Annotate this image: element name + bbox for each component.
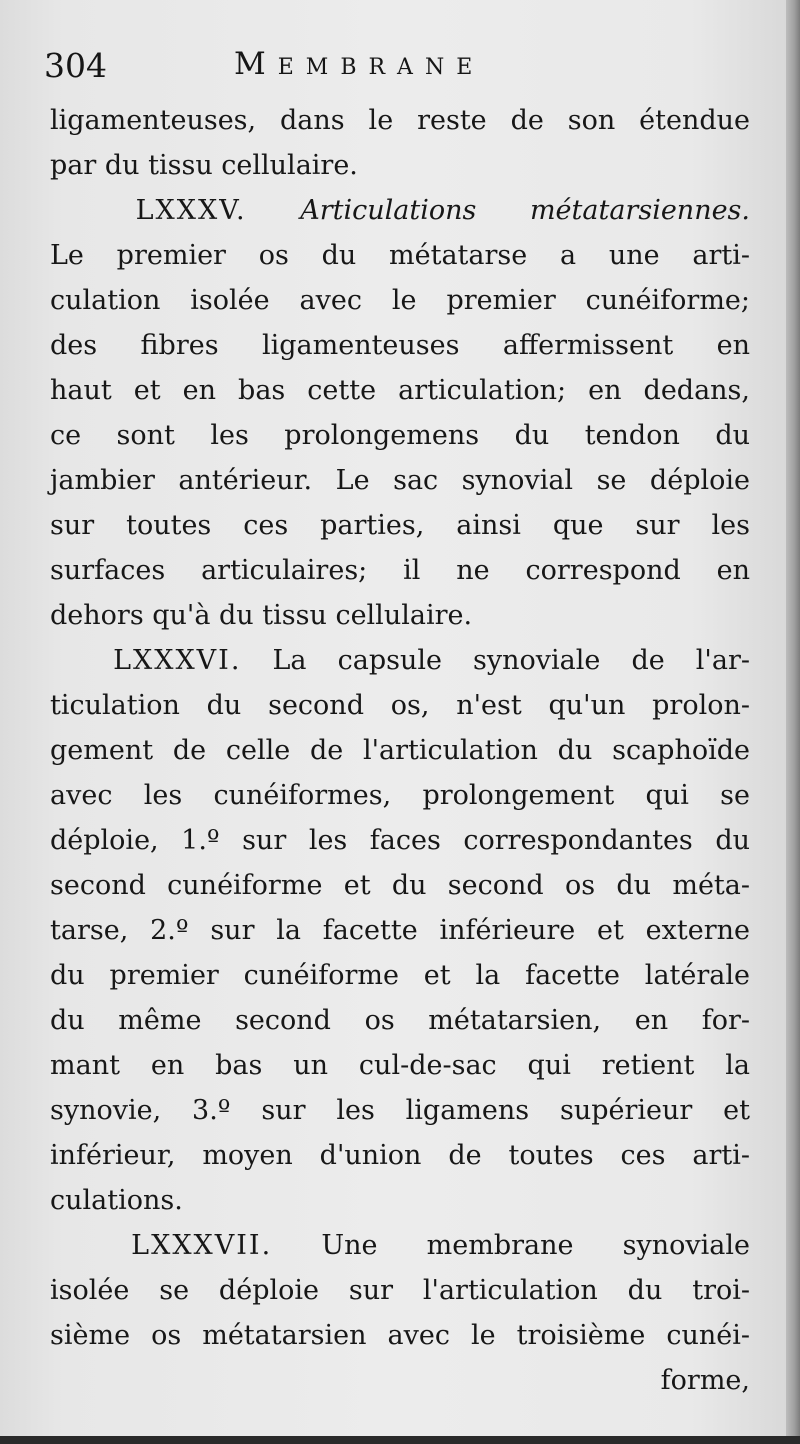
text-line: ce sont les prolongemens du tendon du [50, 420, 750, 451]
text-line: culation isolée avec le premier cunéiforme; [50, 285, 750, 316]
text-line: sième os métatarsien avec le troisième cunéi- [50, 1320, 750, 1351]
running-head: Membrane [234, 46, 485, 82]
section-number: LXXXVII. [131, 1230, 273, 1261]
body-text [50, 98, 750, 1403]
text-line: par du tissu cellulaire. [50, 150, 358, 181]
text-line: inférieur, moyen d'union de toutes ces arti- [50, 1140, 750, 1171]
text-line: culations. [50, 1185, 183, 1216]
section-heading-line [50, 638, 750, 683]
catchword: forme, [660, 1365, 750, 1396]
bottom-edge [0, 1436, 800, 1444]
text-line: du premier cunéiforme et la facette latérale [50, 960, 750, 991]
text-line: jambier antérieur. Le sac synovial se déploie [50, 465, 750, 496]
section-number: LXXXVI. [113, 645, 242, 676]
page-edge [786, 0, 800, 1444]
text-line: des fibres ligamenteuses affermissent en [50, 330, 750, 361]
section-opening-text: Une membrane synoviale [321, 1230, 750, 1261]
text-line: ligamenteuses, dans le reste de son étendue [50, 105, 750, 136]
text-line: tarse, 2.º sur la facette inférieure et externe [50, 915, 750, 946]
text-line: second cunéiforme et du second os du méta- [50, 870, 750, 901]
text-line: synovie, 3.º sur les ligamens supérieur et [50, 1095, 750, 1126]
text-line: Le premier os du métatarse a une arti- [50, 240, 750, 271]
section-title: Articulations métatarsiennes. [300, 195, 750, 226]
text-line: dehors qu'à du tissu cellulaire. [50, 600, 473, 631]
text-line: isolée se déploie sur l'articulation du troi- [50, 1275, 750, 1306]
text-line: ticulation du second os, n'est qu'un prolon- [50, 690, 750, 721]
page-header [44, 42, 744, 94]
text-line: déploie, 1.º sur les faces correspondantes du [50, 825, 750, 856]
section-opening-text: La capsule synoviale de l'ar- [272, 645, 750, 676]
text-line: sur toutes ces parties, ainsi que sur les [50, 510, 750, 541]
section-heading-line [50, 188, 750, 233]
text-line: avec les cunéiformes, prolongement qui se [50, 780, 750, 811]
text-line: mant en bas un cul-de-sac qui retient la [50, 1050, 750, 1081]
text-line: du même second os métatarsien, en for- [50, 1005, 750, 1036]
text-line: gement de celle de l'articulation du scaphoïde [50, 735, 750, 766]
section-heading-line [50, 1223, 750, 1268]
text-line: surfaces articulaires; il ne correspond en [50, 555, 750, 586]
page-number: 304 [44, 46, 107, 85]
text-line: haut et en bas cette articulation; en dedans, [50, 375, 750, 406]
section-number: LXXXV. [135, 195, 247, 226]
